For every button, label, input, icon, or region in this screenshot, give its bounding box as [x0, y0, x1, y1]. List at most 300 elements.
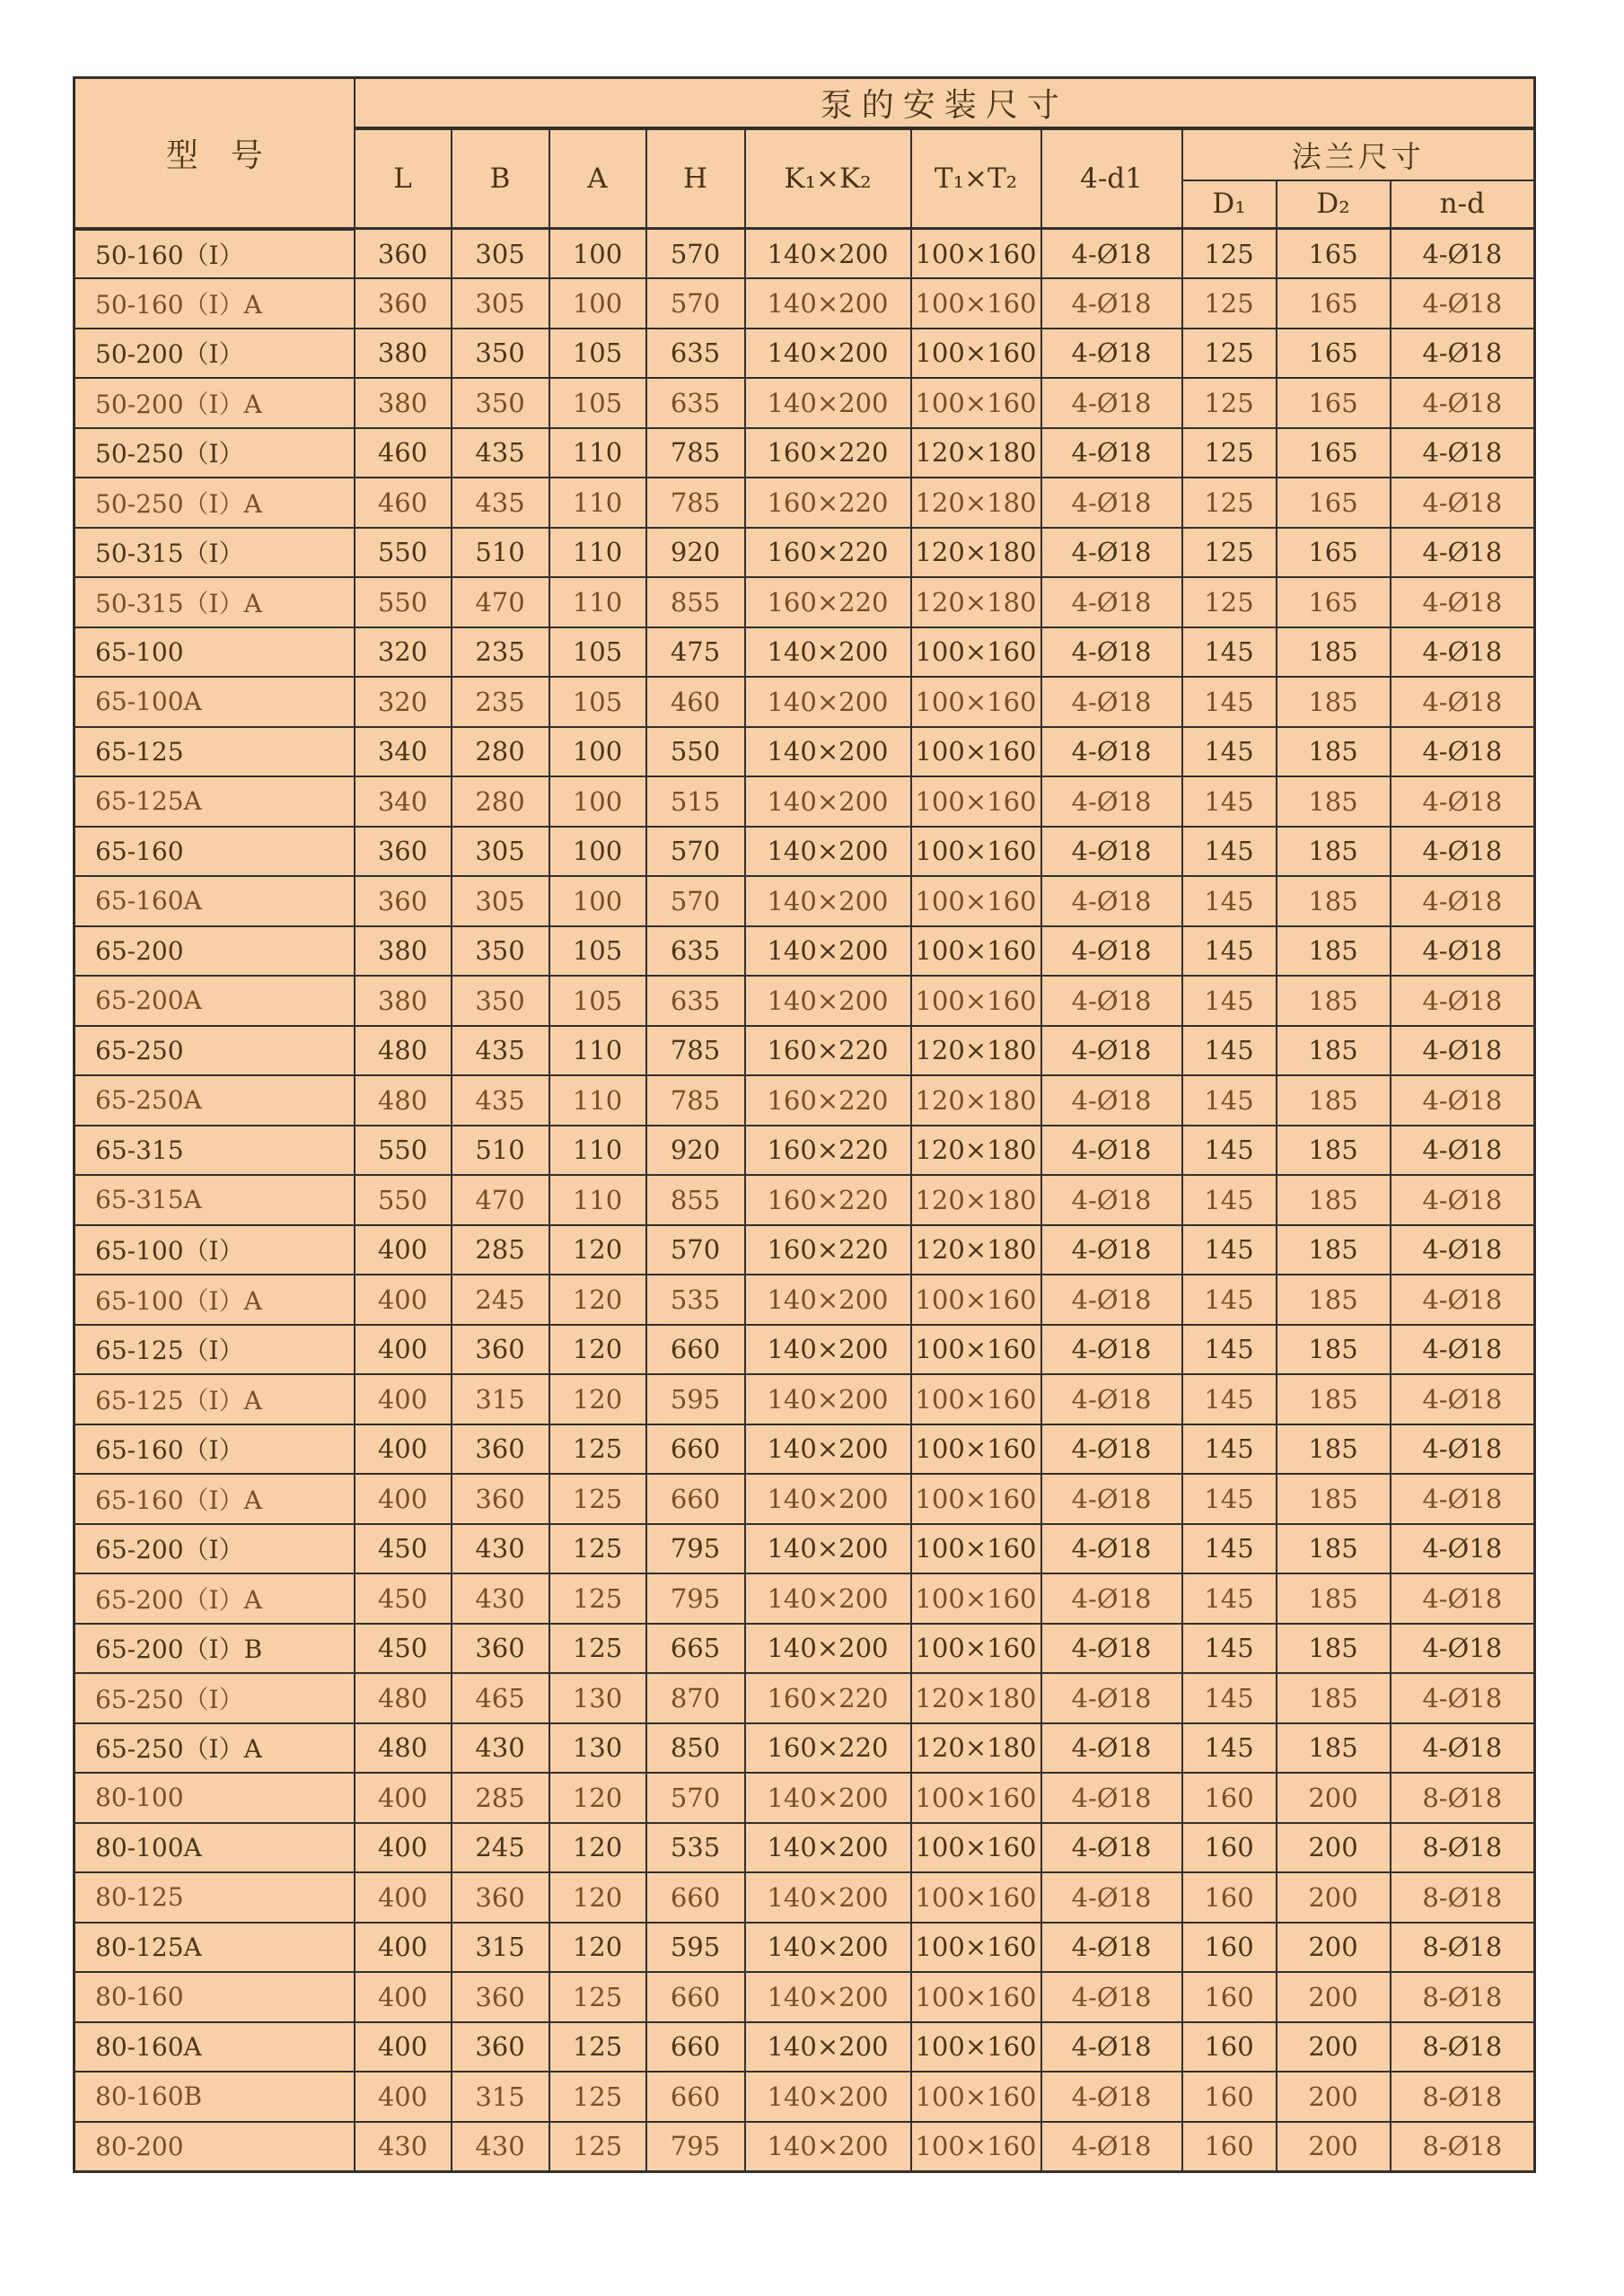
dimension-cell-D1: 160: [1182, 1972, 1277, 2022]
dimension-cell-K: 140×200: [745, 727, 911, 777]
dimension-cell-nd: 4-Ø18: [1391, 329, 1535, 379]
dimension-cell-A: 125: [549, 1573, 646, 1624]
dimension-cell-B: 435: [452, 1075, 549, 1126]
dimension-cell-B: 360: [452, 1624, 549, 1674]
table-row: [75, 2122, 1535, 2172]
dimension-cell-B: 280: [452, 727, 549, 777]
dimension-cell-D2: 185: [1277, 827, 1391, 877]
dimension-cell-L: 380: [355, 976, 452, 1026]
dimension-cell-d1: 4-Ø18: [1041, 1872, 1182, 1923]
model-cell: 65-100（I）: [75, 1225, 355, 1275]
dimension-cell-D1: 145: [1182, 627, 1277, 678]
dimension-cell-B: 470: [452, 1175, 549, 1225]
dimension-cell-B: 245: [452, 1823, 549, 1873]
dimension-cell-D2: 185: [1277, 1374, 1391, 1424]
dimension-cell-B: 285: [452, 1773, 549, 1823]
dimension-cell-A: 110: [549, 1175, 646, 1225]
dimension-cell-T: 100×160: [911, 627, 1041, 678]
dimension-cell-D2: 165: [1277, 428, 1391, 478]
dimension-cell-d1: 4-Ø18: [1041, 1673, 1182, 1723]
table-row: [75, 1075, 1535, 1126]
dimension-cell-K: 140×200: [745, 378, 911, 428]
dimension-cell-A: 120: [549, 1823, 646, 1873]
dimension-cell-L: 400: [355, 1275, 452, 1325]
column-header-4-d1: 4-d1: [1041, 128, 1182, 229]
dimension-cell-A: 125: [549, 1972, 646, 2022]
dimension-cell-T: 120×180: [911, 577, 1041, 627]
dimension-cell-D2: 165: [1277, 278, 1391, 329]
table-row: [75, 1474, 1535, 1524]
dimension-cell-A: 105: [549, 627, 646, 678]
table-row: [75, 827, 1535, 877]
dimension-cell-H: 665: [646, 1624, 745, 1674]
dimension-cell-L: 400: [355, 1374, 452, 1424]
model-cell: 65-250（I）A: [75, 1723, 355, 1774]
dimension-cell-nd: 4-Ø18: [1391, 229, 1535, 279]
model-cell: 65-100: [75, 627, 355, 678]
model-cell: 65-200（I）B: [75, 1624, 355, 1674]
dimension-cell-d1: 4-Ø18: [1041, 1374, 1182, 1424]
dimension-cell-nd: 4-Ø18: [1391, 1673, 1535, 1723]
dimension-cell-nd: 4-Ø18: [1391, 378, 1535, 428]
dimension-cell-nd: 4-Ø18: [1391, 776, 1535, 827]
dimension-cell-D2: 185: [1277, 926, 1391, 977]
dimension-cell-T: 100×160: [911, 378, 1041, 428]
model-cell: 65-125A: [75, 776, 355, 827]
dimension-cell-nd: 4-Ø18: [1391, 1325, 1535, 1375]
table-row: [75, 2022, 1535, 2073]
dimension-cell-d1: 4-Ø18: [1041, 577, 1182, 627]
dimension-cell-B: 510: [452, 528, 549, 578]
dimension-cell-B: 360: [452, 1474, 549, 1524]
dimension-cell-d1: 4-Ø18: [1041, 1275, 1182, 1325]
dimension-cell-A: 110: [549, 428, 646, 478]
table-row: [75, 478, 1535, 528]
dimension-cell-B: 235: [452, 677, 549, 727]
dimension-cell-T: 100×160: [911, 1374, 1041, 1424]
dimension-cell-d1: 4-Ø18: [1041, 278, 1182, 329]
dimension-cell-T: 120×180: [911, 1026, 1041, 1076]
dimension-cell-T: 100×160: [911, 677, 1041, 727]
dimension-cell-L: 450: [355, 1524, 452, 1574]
model-cell: 65-125（I）: [75, 1325, 355, 1375]
dimension-cell-D2: 185: [1277, 1325, 1391, 1375]
dimension-cell-D1: 145: [1182, 1573, 1277, 1624]
dimension-cell-K: 140×200: [745, 1872, 911, 1923]
dimension-cell-T: 100×160: [911, 1325, 1041, 1375]
model-cell: 65-125: [75, 727, 355, 777]
dimension-cell-D1: 145: [1182, 776, 1277, 827]
column-header-D2: D₂: [1277, 180, 1391, 229]
table-row: [75, 627, 1535, 678]
dimension-cell-B: 315: [452, 1374, 549, 1424]
dimension-cell-T: 100×160: [911, 976, 1041, 1026]
dimension-cell-K: 140×200: [745, 1923, 911, 1973]
dimension-cell-H: 595: [646, 1923, 745, 1973]
dimension-cell-B: 305: [452, 876, 549, 926]
dimension-cell-nd: 4-Ø18: [1391, 1374, 1535, 1424]
dimension-cell-d1: 4-Ø18: [1041, 1773, 1182, 1823]
model-cell: 65-160（I）: [75, 1424, 355, 1475]
dimension-cell-A: 100: [549, 229, 646, 279]
table-row: [75, 378, 1535, 428]
dimension-cell-L: 360: [355, 229, 452, 279]
dimension-cell-H: 660: [646, 2072, 745, 2122]
dimension-cell-H: 660: [646, 1325, 745, 1375]
dimension-cell-H: 855: [646, 1175, 745, 1225]
table-row: [75, 1872, 1535, 1923]
dimension-cell-T: 100×160: [911, 1524, 1041, 1574]
dimension-cell-A: 120: [549, 1923, 646, 1973]
dimension-cell-L: 340: [355, 776, 452, 827]
dimension-cell-nd: 8-Ø18: [1391, 1872, 1535, 1923]
dimension-cell-D2: 185: [1277, 1474, 1391, 1524]
dimension-cell-D2: 165: [1277, 378, 1391, 428]
table-row: [75, 2072, 1535, 2122]
dimension-cell-d1: 4-Ø18: [1041, 1624, 1182, 1674]
model-cell: 65-250A: [75, 1075, 355, 1126]
dimension-cell-D2: 200: [1277, 1972, 1391, 2022]
dimension-cell-T: 100×160: [911, 229, 1041, 279]
dimension-cell-K: 140×200: [745, 926, 911, 977]
dimension-cell-B: 430: [452, 1723, 549, 1774]
dimension-cell-L: 360: [355, 876, 452, 926]
dimension-cell-L: 400: [355, 1773, 452, 1823]
dimension-cell-H: 920: [646, 1126, 745, 1176]
dimension-cell-D1: 145: [1182, 1374, 1277, 1424]
model-cell: 50-160（I）: [75, 229, 355, 279]
dimension-cell-K: 140×200: [745, 776, 911, 827]
dimension-cell-L: 360: [355, 827, 452, 877]
dimension-cell-L: 550: [355, 528, 452, 578]
dimension-cell-H: 920: [646, 528, 745, 578]
dimension-cell-d1: 4-Ø18: [1041, 329, 1182, 379]
dimension-cell-d1: 4-Ø18: [1041, 1524, 1182, 1574]
dimension-cell-K: 140×200: [745, 976, 911, 1026]
model-cell: 65-315: [75, 1126, 355, 1176]
dimension-cell-nd: 4-Ø18: [1391, 577, 1535, 627]
dimension-cell-H: 660: [646, 1972, 745, 2022]
dimension-cell-A: 105: [549, 378, 646, 428]
dimension-cell-H: 870: [646, 1673, 745, 1723]
dimension-cell-T: 120×180: [911, 428, 1041, 478]
dimension-cell-nd: 4-Ø18: [1391, 827, 1535, 877]
dimension-cell-H: 570: [646, 1773, 745, 1823]
dimension-cell-K: 140×200: [745, 827, 911, 877]
table-row: [75, 1823, 1535, 1873]
dimension-cell-L: 400: [355, 1972, 452, 2022]
dimension-cell-T: 120×180: [911, 1075, 1041, 1126]
dimension-cell-D1: 145: [1182, 1275, 1277, 1325]
dimension-cell-L: 400: [355, 1325, 452, 1375]
dimension-cell-H: 570: [646, 229, 745, 279]
dimension-cell-d1: 4-Ø18: [1041, 1823, 1182, 1873]
dimension-cell-d1: 4-Ø18: [1041, 378, 1182, 428]
dimension-cell-nd: 4-Ø18: [1391, 278, 1535, 329]
dimension-cell-d1: 4-Ø18: [1041, 229, 1182, 279]
table-row: [75, 528, 1535, 578]
dimension-cell-nd: 4-Ø18: [1391, 1474, 1535, 1524]
dimension-cell-L: 400: [355, 1474, 452, 1524]
dimension-cell-A: 110: [549, 1126, 646, 1176]
dimension-cell-D2: 200: [1277, 1773, 1391, 1823]
dimension-cell-T: 100×160: [911, 1424, 1041, 1475]
dimension-cell-D1: 125: [1182, 278, 1277, 329]
table-row: [75, 278, 1535, 329]
dimension-cell-L: 380: [355, 378, 452, 428]
dimension-cell-B: 235: [452, 627, 549, 678]
dimension-cell-T: 100×160: [911, 876, 1041, 926]
dimension-cell-B: 305: [452, 229, 549, 279]
dimension-cell-B: 360: [452, 1972, 549, 2022]
dimension-cell-T: 100×160: [911, 1275, 1041, 1325]
dimension-cell-nd: 4-Ø18: [1391, 1573, 1535, 1624]
dimension-cell-nd: 4-Ø18: [1391, 1026, 1535, 1076]
dimension-cell-T: 120×180: [911, 1175, 1041, 1225]
model-cell: 65-200（I）: [75, 1524, 355, 1574]
dimension-cell-B: 285: [452, 1225, 549, 1275]
dimension-cell-K: 140×200: [745, 1972, 911, 2022]
dimension-cell-K: 160×220: [745, 528, 911, 578]
dimension-cell-nd: 4-Ø18: [1391, 627, 1535, 678]
model-column-header: 型 号: [75, 78, 355, 229]
table-row: [75, 1374, 1535, 1424]
dimension-cell-D1: 125: [1182, 428, 1277, 478]
model-cell: 50-160（I）A: [75, 278, 355, 329]
dimension-cell-B: 430: [452, 2122, 549, 2172]
dimension-cell-T: 100×160: [911, 1624, 1041, 1674]
dimension-cell-D2: 185: [1277, 1573, 1391, 1624]
dimension-cell-nd: 4-Ø18: [1391, 1225, 1535, 1275]
dimension-cell-K: 160×220: [745, 428, 911, 478]
dimension-cell-H: 570: [646, 1225, 745, 1275]
dimension-cell-D1: 145: [1182, 926, 1277, 977]
dimension-cell-B: 430: [452, 1573, 549, 1624]
table-row: [75, 727, 1535, 777]
dimension-cell-nd: 4-Ø18: [1391, 1126, 1535, 1176]
dimension-cell-K: 140×200: [745, 1374, 911, 1424]
table-row: [75, 577, 1535, 627]
dimension-cell-nd: 4-Ø18: [1391, 1275, 1535, 1325]
dimension-cell-D1: 145: [1182, 727, 1277, 777]
dimension-cell-d1: 4-Ø18: [1041, 478, 1182, 528]
dimension-cell-A: 110: [549, 1026, 646, 1076]
model-cell: 80-160: [75, 1972, 355, 2022]
dimension-cell-B: 245: [452, 1275, 549, 1325]
table-row: [75, 229, 1535, 279]
table-row: [75, 1773, 1535, 1823]
dimension-cell-B: 315: [452, 2072, 549, 2122]
dimension-cell-B: 360: [452, 1872, 549, 1923]
dimension-cell-T: 100×160: [911, 278, 1041, 329]
dimension-cell-L: 320: [355, 677, 452, 727]
dimension-cell-A: 110: [549, 528, 646, 578]
dimension-cell-B: 435: [452, 428, 549, 478]
table-row: [75, 1175, 1535, 1225]
dimension-cell-B: 470: [452, 577, 549, 627]
dimension-cell-A: 125: [549, 2022, 646, 2073]
dimension-cell-L: 340: [355, 727, 452, 777]
dimension-cell-D2: 185: [1277, 1225, 1391, 1275]
dimension-cell-D1: 125: [1182, 478, 1277, 528]
dimension-cell-nd: 4-Ø18: [1391, 1524, 1535, 1574]
dimension-cell-A: 125: [549, 1624, 646, 1674]
dimension-cell-L: 400: [355, 1424, 452, 1475]
dimension-cell-A: 120: [549, 1275, 646, 1325]
dimension-cell-A: 120: [549, 1225, 646, 1275]
dimension-cell-A: 110: [549, 577, 646, 627]
model-cell: 65-160: [75, 827, 355, 877]
dimension-cell-H: 855: [646, 577, 745, 627]
dimension-cell-T: 100×160: [911, 776, 1041, 827]
dimension-cell-K: 140×200: [745, 229, 911, 279]
column-header-H: H: [646, 128, 745, 229]
dimension-cell-D2: 185: [1277, 976, 1391, 1026]
dimension-cell-A: 100: [549, 876, 646, 926]
dimension-cell-K: 160×220: [745, 1225, 911, 1275]
dimension-cell-D2: 200: [1277, 2022, 1391, 2073]
dimension-cell-L: 550: [355, 1126, 452, 1176]
dimension-cell-D2: 185: [1277, 1026, 1391, 1076]
dimension-cell-D1: 125: [1182, 229, 1277, 279]
dimension-cell-B: 350: [452, 926, 549, 977]
dimension-cell-H: 785: [646, 428, 745, 478]
dimension-cell-T: 100×160: [911, 1972, 1041, 2022]
dimension-cell-D1: 145: [1182, 1175, 1277, 1225]
dimension-cell-D1: 125: [1182, 577, 1277, 627]
dimension-cell-T: 100×160: [911, 2122, 1041, 2172]
dimension-cell-d1: 4-Ø18: [1041, 1723, 1182, 1774]
dimension-cell-H: 635: [646, 926, 745, 977]
dimension-cell-D1: 145: [1182, 1524, 1277, 1574]
dimension-cell-D2: 185: [1277, 677, 1391, 727]
model-cell: 65-200（I）A: [75, 1573, 355, 1624]
table-row: [75, 1424, 1535, 1475]
dimension-cell-H: 785: [646, 1026, 745, 1076]
dimension-cell-D2: 185: [1277, 1126, 1391, 1176]
dimension-cell-D1: 145: [1182, 1325, 1277, 1375]
dimension-cell-A: 120: [549, 1325, 646, 1375]
table-row: [75, 1573, 1535, 1624]
dimension-cell-D1: 160: [1182, 2022, 1277, 2073]
dimension-cell-d1: 4-Ø18: [1041, 926, 1182, 977]
dimension-cell-T: 100×160: [911, 2022, 1041, 2073]
dimension-cell-K: 160×220: [745, 577, 911, 627]
dimension-cell-nd: 4-Ø18: [1391, 1075, 1535, 1126]
dimension-cell-H: 635: [646, 378, 745, 428]
dimension-cell-T: 100×160: [911, 1474, 1041, 1524]
model-cell: 80-125A: [75, 1923, 355, 1973]
dimension-cell-A: 100: [549, 776, 646, 827]
dimension-cell-nd: 4-Ø18: [1391, 1624, 1535, 1674]
dimension-cell-D2: 185: [1277, 776, 1391, 827]
dimension-cell-L: 400: [355, 2022, 452, 2073]
table-row: [75, 976, 1535, 1026]
dimension-cell-L: 450: [355, 1624, 452, 1674]
dimension-cell-L: 480: [355, 1723, 452, 1774]
column-header-L: L: [355, 128, 452, 229]
dimension-cell-D2: 185: [1277, 1673, 1391, 1723]
dimension-cell-D1: 145: [1182, 827, 1277, 877]
dimension-cell-D1: 145: [1182, 1673, 1277, 1723]
dimension-cell-L: 430: [355, 2122, 452, 2172]
dimension-cell-A: 110: [549, 478, 646, 528]
table-row: [75, 876, 1535, 926]
dimension-cell-D2: 165: [1277, 577, 1391, 627]
dimension-cell-D1: 145: [1182, 1424, 1277, 1475]
model-cell: 80-100A: [75, 1823, 355, 1873]
model-cell: 65-315A: [75, 1175, 355, 1225]
dimension-cell-T: 100×160: [911, 1823, 1041, 1873]
dimension-cell-K: 160×220: [745, 478, 911, 528]
dimension-cell-B: 305: [452, 278, 549, 329]
table-row: [75, 1275, 1535, 1325]
table-row: [75, 428, 1535, 478]
dimension-cell-d1: 4-Ø18: [1041, 2072, 1182, 2122]
dimension-cell-A: 130: [549, 1723, 646, 1774]
dimension-cell-D2: 185: [1277, 627, 1391, 678]
dimension-cell-D2: 185: [1277, 1723, 1391, 1774]
dimension-cell-B: 360: [452, 1325, 549, 1375]
dimension-cell-d1: 4-Ø18: [1041, 1573, 1182, 1624]
dimension-cell-L: 450: [355, 1573, 452, 1624]
dimension-cell-D2: 165: [1277, 329, 1391, 379]
install-dimensions-group-header: 泵的安装尺寸: [355, 78, 1535, 128]
dimension-cell-A: 125: [549, 2122, 646, 2172]
dimension-cell-A: 125: [549, 1474, 646, 1524]
column-header-A: A: [549, 128, 646, 229]
dimension-cell-B: 435: [452, 478, 549, 528]
dimension-cell-D2: 200: [1277, 2122, 1391, 2172]
model-cell: 50-200（I）: [75, 329, 355, 379]
dimension-cell-H: 515: [646, 776, 745, 827]
dimension-cell-H: 795: [646, 1524, 745, 1574]
dimension-cell-K: 140×200: [745, 876, 911, 926]
dimension-cell-A: 100: [549, 727, 646, 777]
dimension-cell-H: 660: [646, 1872, 745, 1923]
dimension-cell-L: 400: [355, 1872, 452, 1923]
dimension-cell-H: 795: [646, 2122, 745, 2172]
dimension-cell-H: 550: [646, 727, 745, 777]
dimension-cell-H: 660: [646, 1474, 745, 1524]
dimension-cell-d1: 4-Ø18: [1041, 677, 1182, 727]
dimension-cell-H: 570: [646, 876, 745, 926]
dimension-cell-L: 480: [355, 1075, 452, 1126]
dimension-cell-L: 360: [355, 278, 452, 329]
dimension-cell-T: 100×160: [911, 727, 1041, 777]
dimension-cell-D1: 145: [1182, 1126, 1277, 1176]
dimension-cell-D1: 145: [1182, 876, 1277, 926]
dimension-cell-B: 350: [452, 378, 549, 428]
dimension-cell-K: 140×200: [745, 1624, 911, 1674]
dimension-cell-d1: 4-Ø18: [1041, 976, 1182, 1026]
dimension-cell-B: 430: [452, 1524, 549, 1574]
dimension-cell-H: 570: [646, 278, 745, 329]
dimension-cell-T: 120×180: [911, 1126, 1041, 1176]
table-body: [75, 229, 1535, 2172]
dimension-cell-L: 400: [355, 2072, 452, 2122]
dimension-cell-H: 785: [646, 478, 745, 528]
header-row-group: [75, 78, 1535, 128]
dimension-cell-d1: 4-Ø18: [1041, 1972, 1182, 2022]
dimension-cell-K: 160×220: [745, 1673, 911, 1723]
dimension-cell-L: 480: [355, 1026, 452, 1076]
model-cell: 80-160A: [75, 2022, 355, 2073]
dimension-cell-d1: 4-Ø18: [1041, 1325, 1182, 1375]
dimension-cell-A: 120: [549, 1773, 646, 1823]
dimension-cell-B: 280: [452, 776, 549, 827]
dimension-cell-K: 140×200: [745, 1424, 911, 1475]
